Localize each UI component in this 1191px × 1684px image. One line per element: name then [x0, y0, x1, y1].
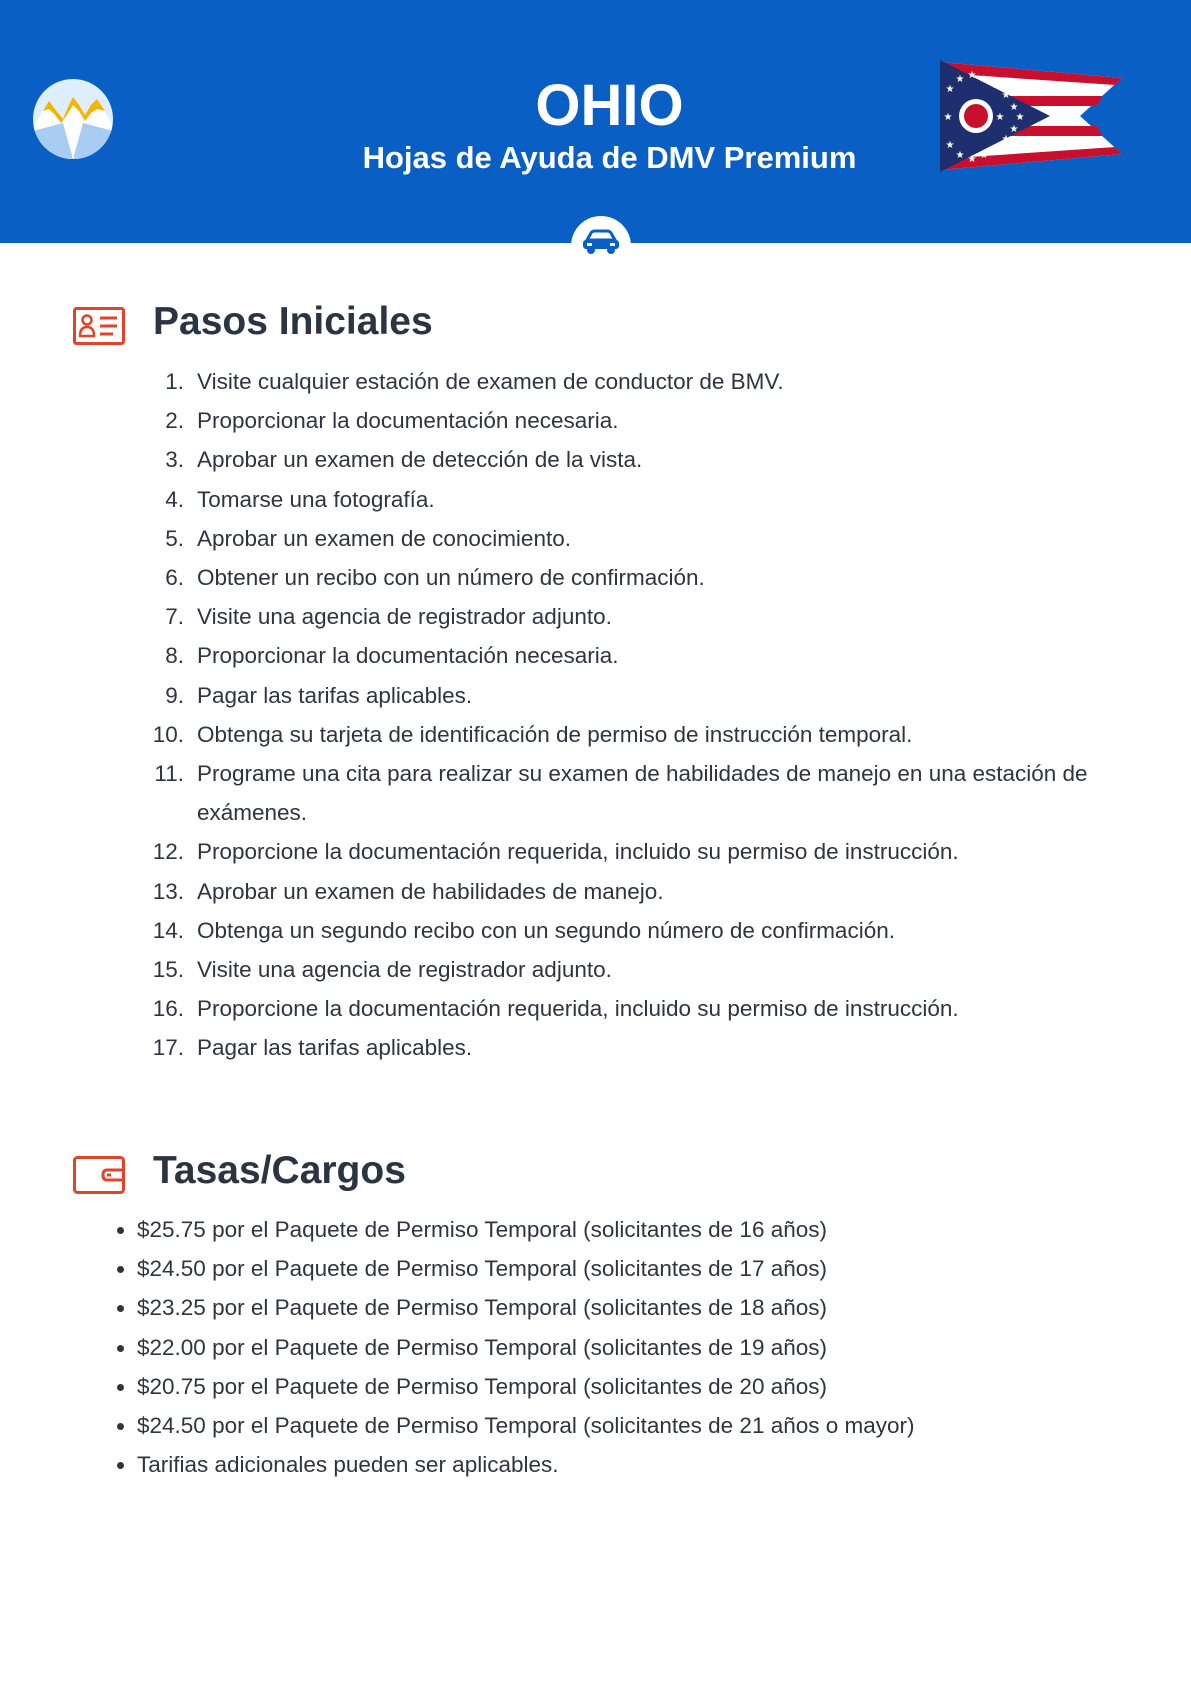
wallet-icon	[73, 1156, 125, 1194]
svg-text:★: ★	[945, 140, 955, 151]
step-text: Proporcionar la documentación necesaria.	[197, 643, 619, 669]
step-number: 8.	[165, 643, 184, 669]
svg-text:★: ★	[1015, 112, 1025, 123]
steps-section-title: Pasos Iniciales	[153, 300, 433, 343]
step-text: Obtenga su tarjeta de identificación de permiso de instrucción temporal.	[197, 721, 913, 747]
list-item	[114, 1288, 1114, 1327]
step-number: 13.	[152, 878, 184, 904]
step-text: Proporcione la documentación requerida, incluido su permiso de instrucción.	[197, 839, 959, 865]
list-item	[150, 989, 1150, 1028]
bullet-icon	[117, 1423, 124, 1430]
bullet-icon	[117, 1384, 124, 1391]
step-number: 16.	[152, 996, 184, 1022]
list-item	[150, 872, 1150, 911]
list-item	[150, 911, 1150, 950]
list-item	[150, 440, 1150, 479]
step-number: 6.	[165, 565, 184, 591]
car-badge	[571, 216, 631, 276]
fee-text: $23.25 por el Paquete de Permiso Temporal (solicitantes de 18 años)	[137, 1295, 827, 1321]
svg-text:★: ★	[991, 80, 1001, 91]
page-subtitle: Hojas de Ayuda de DMV Premium	[362, 140, 857, 175]
step-number: 11.	[154, 761, 184, 787]
step-text: Obtenga un segundo recibo con un segundo número de confirmación.	[197, 917, 895, 943]
svg-text:★: ★	[1001, 134, 1011, 145]
fee-text: $24.50 por el Paquete de Permiso Temporal (solicitantes de 21 años o mayor)	[137, 1413, 915, 1439]
ohio-flag-icon	[940, 60, 1122, 172]
svg-text:★: ★	[955, 74, 965, 85]
step-text: Programe una cita para realizar su examen de habilidades de manejo en una estación de exámenes.	[197, 761, 1088, 826]
list-item	[114, 1406, 1114, 1445]
car-icon	[581, 228, 621, 258]
step-text: Visite una agencia de registrador adjunto.	[197, 604, 612, 630]
bullet-icon	[117, 1462, 124, 1469]
fee-text: Tarifias adicionales pueden ser aplicables.	[137, 1452, 559, 1478]
svg-text:★: ★	[1009, 124, 1019, 135]
list-item	[150, 754, 1150, 832]
step-number: 5.	[165, 525, 184, 551]
step-number: 12.	[152, 839, 184, 865]
step-text: Obtener un recibo con un número de confirmación.	[197, 565, 705, 591]
bullet-icon	[117, 1345, 124, 1352]
list-item	[150, 1028, 1150, 1067]
list-item	[150, 636, 1150, 675]
step-text: Visite cualquier estación de examen de conductor de BMV.	[197, 369, 784, 394]
bullet-icon	[117, 1305, 124, 1312]
list-item	[150, 362, 1150, 401]
list-item	[150, 676, 1150, 715]
step-text: Proporcione la documentación requerida, incluido su permiso de instrucción.	[197, 996, 959, 1022]
svg-text:★: ★	[1001, 90, 1011, 101]
page-title: OHIO	[535, 73, 684, 138]
list-item	[150, 832, 1150, 871]
step-text: Pagar las tarifas aplicables.	[197, 682, 473, 708]
step-number: 3.	[165, 447, 184, 473]
step-text: Visite una agencia de registrador adjunto.	[197, 957, 612, 983]
svg-text:★: ★	[967, 70, 977, 81]
list-item	[150, 597, 1150, 636]
step-number: 14.	[152, 917, 184, 943]
step-number: 4.	[165, 486, 184, 512]
bullet-icon	[117, 1227, 124, 1234]
svg-text:★: ★	[979, 74, 989, 85]
fee-text: $24.50 por el Paquete de Permiso Temporal (solicitantes de 17 años)	[137, 1256, 827, 1282]
list-item	[150, 519, 1150, 558]
svg-text:★: ★	[967, 154, 977, 165]
svg-text:★: ★	[943, 112, 953, 123]
svg-text:★: ★	[991, 144, 1001, 155]
list-item	[150, 715, 1150, 754]
step-text: Proporcionar la documentación necesaria.	[197, 408, 619, 434]
step-number: 15.	[152, 957, 184, 983]
step-text: Aprobar un examen de detección de la vista.	[197, 447, 643, 473]
list-item	[150, 950, 1150, 989]
step-number: 7.	[165, 604, 184, 630]
fee-text: $20.75 por el Paquete de Permiso Temporal (solicitantes de 20 años)	[137, 1373, 827, 1399]
svg-text:★: ★	[945, 84, 955, 95]
step-text: Aprobar un examen de habilidades de manejo.	[197, 878, 664, 904]
step-number: 10.	[152, 721, 184, 747]
steps-list	[150, 362, 1150, 1068]
step-text: Pagar las tarifas aplicables.	[197, 1035, 473, 1061]
step-number: 9.	[165, 682, 184, 708]
svg-text:★: ★	[979, 150, 989, 161]
step-number: 1.	[165, 369, 184, 394]
bullet-icon	[117, 1266, 124, 1273]
list-item	[114, 1445, 1114, 1484]
fee-text: $22.00 por el Paquete de Permiso Temporal (solicitantes de 19 años)	[137, 1334, 827, 1360]
step-text: Tomarse una fotografía.	[197, 486, 435, 512]
svg-text:★: ★	[955, 150, 965, 161]
fees-section-title: Tasas/Cargos	[153, 1149, 406, 1192]
id-card-icon	[73, 307, 125, 345]
fee-text: $25.75 por el Paquete de Permiso Temporal (solicitantes de 16 años)	[137, 1217, 827, 1242]
list-item	[150, 480, 1150, 519]
list-item	[114, 1367, 1114, 1406]
step-number: 17.	[152, 1035, 184, 1061]
list-item	[114, 1249, 1114, 1288]
step-text: Aprobar un examen de conocimiento.	[197, 525, 571, 551]
step-number: 2.	[165, 408, 184, 434]
list-item	[114, 1210, 1114, 1249]
list-item	[150, 558, 1150, 597]
page-header	[0, 0, 1191, 243]
svg-text:★: ★	[995, 112, 1005, 123]
list-item	[150, 401, 1150, 440]
fees-list	[114, 1210, 1114, 1484]
list-item	[114, 1328, 1114, 1367]
svg-text:★: ★	[1009, 102, 1019, 113]
